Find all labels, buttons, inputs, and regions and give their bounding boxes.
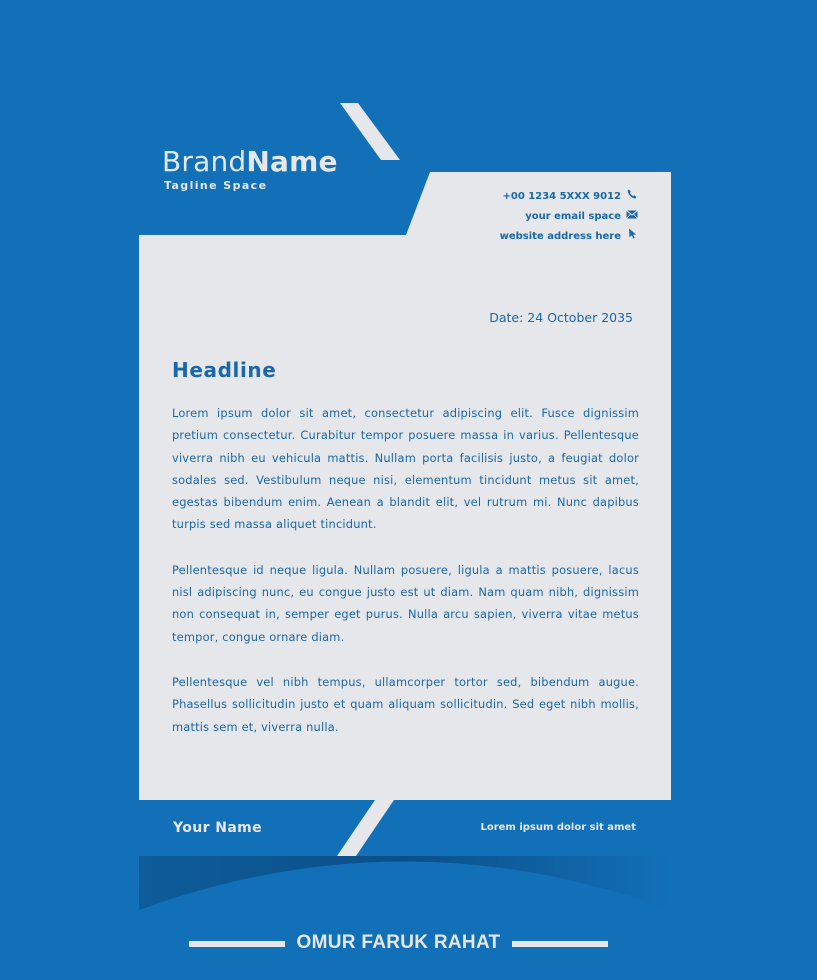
contact-email <box>500 207 638 227</box>
footer-tagline: Lorem ipsum dolor sit amet <box>480 822 636 833</box>
letter-body <box>172 402 639 761</box>
cursor-icon <box>626 227 638 247</box>
footer-diagonal-stripe <box>337 800 394 856</box>
contact-block <box>500 187 638 247</box>
brand-name <box>162 145 338 178</box>
contact-phone <box>500 187 638 207</box>
credit-text: OMUR FARUK RAHAT <box>296 932 501 953</box>
body-paragraph: Pellentesque vel nibh tempus, ullamcorper tortor sed, bibendum augue. Phasellus sollicitudin justo et quam aliquam sollicitudin. Sed eget nibh mollis, mattis sem et, viverra nulla. <box>172 674 639 734</box>
letter-date: Date: 24 October 2035 <box>489 310 633 325</box>
contact-website-text: website address here <box>499 231 621 242</box>
tagline: Tagline Space <box>164 179 268 192</box>
body-paragraph: Pellentesque id neque ligula. Nullam posuere, ligula a mattis posuere, lacus nisl adipiscing nunc, eu congue justo est ut diam. Nam quam nibh, dignissim non consequat in, semper eget purus. Nulla arcu sapien, viverra vitae metus tempor, congue ornare diam. <box>172 562 639 644</box>
designer-credit <box>189 930 608 958</box>
contact-phone-text: +00 1234 5XXX 9012 <box>502 191 621 202</box>
brand-name-light: Brand <box>162 145 247 178</box>
body-paragraph: Lorem ipsum dolor sit amet, consectetur adipiscing elit. Fusce dignissim pretium consectetur. Curabitur tempor posuere massa in varius. Pellentesque viverra nibh eu vehicula mattis. Nullam porta facilisis justo, a feugiat dolor sodales sed. Vestibulum neque nisi, elementum tincidunt metus sit amet, egestas bibendum enim. Aenean a blandit elit, vel rutrum mi. Nunc dapibus turpis sed massa aliquet tincidunt. <box>172 406 639 532</box>
envelope-icon <box>626 207 638 227</box>
contact-email-text: your email space <box>525 211 621 222</box>
footer-your-name: Your Name <box>173 820 263 836</box>
brand-name-bold: Name <box>246 145 338 178</box>
contact-website <box>500 227 638 247</box>
header-diagonal-stripe <box>340 103 400 160</box>
letter-headline: Headline <box>172 358 277 382</box>
phone-icon <box>626 187 638 207</box>
letterhead-sheet <box>139 103 671 910</box>
